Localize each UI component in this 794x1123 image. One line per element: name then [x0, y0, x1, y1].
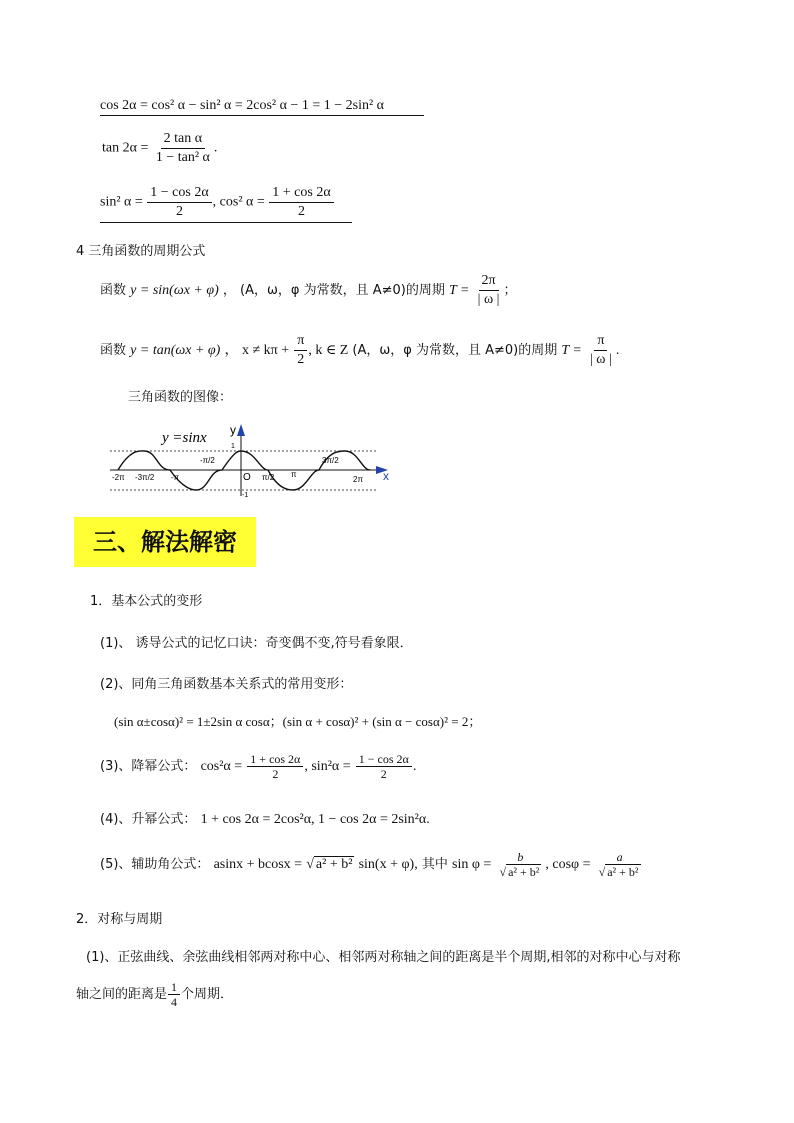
one-label: 1	[231, 443, 235, 450]
tan-double-angle-formula: tan 2α = $\frac{\text{2 tan α}}{\text{1 − tan² α}}$ .	[102, 131, 218, 165]
section-title: 三、解法解密	[74, 517, 256, 567]
item3-power-reduction: (3)、降幂公式： cos²α = $\frac{1 + \cos 2\alpha}{2}$ , sin²α = $\frac{1 - \cos 2\alpha}{2}$ .	[100, 752, 417, 781]
origin-label: O	[243, 472, 251, 483]
sine-graph	[108, 418, 398, 498]
tick-label-three-half-pi: 3π/2	[322, 456, 339, 465]
item2-relation-variants: (2)、同角三角函数基本关系式的常用变形：	[100, 677, 353, 692]
part2-text-line2: 轴之间的距离是 $\frac{1}{4}$ 个周期．	[76, 980, 234, 1009]
x-axis-label: x	[383, 469, 389, 483]
minus-one-label: -1	[242, 492, 249, 498]
curve-label: y =sinx	[162, 430, 207, 446]
y-axis-label: y	[230, 423, 236, 437]
tick-label-neg-pi: -π	[171, 473, 180, 482]
tick-label-pi: π	[291, 470, 297, 479]
sin-period-line: 函数 y = sin(ωx + φ) ， (A，ω，φ 为常数，且 A≠0)的周期 T = $\frac{2\pi}{| \omega |}$ ；	[100, 273, 517, 307]
tick-label-neg-2pi: -2π	[112, 473, 125, 482]
part2-text-line1: (1)、正弦曲线、余弦曲线相邻两对称中心、相邻两对称轴之间的距离是半个周期,相邻的对称中心与对称	[86, 950, 681, 965]
item2-formula: (sin α±cosα)² = 1±2sin α cosα；(sin α + cosα)² + (sin α − cosα)² = 2；	[114, 714, 482, 729]
period-section-heading: 4 三角函数的周期公式	[76, 244, 206, 259]
cos-double-angle-formula: cos 2α = cos² α − sin² α = 2cos² α − 1 = 1 − 2sin² α	[100, 98, 424, 116]
tan-fraction: $\frac{\text{2 tan α}}{\text{1 − tan² α}}$	[155, 131, 210, 165]
part2-heading: 2．对称与周期	[76, 912, 163, 927]
y-axis-arrow	[237, 424, 245, 436]
sqrt-symbol: √	[306, 857, 314, 872]
item4-power-raise: (4)、升幂公式： 1 + cos 2α = 2cos²α, 1 − cos 2α = 2sin²α.	[100, 812, 430, 827]
item1-induction-rule: (1)、 诱导公式的记忆口诀：奇变偶不变,符号看象限．	[100, 636, 413, 651]
graph-caption: 三角函数的图像：	[128, 390, 233, 405]
tan-period-line: 函数 y = tan(ωx + φ) ， x ≠ kπ + $\frac{\pi}{2}$ , k ∈ Z (A，ω，φ 为常数，且 A≠0)的周期 T = $\frac{\pi}{| \omega |}$ .	[100, 333, 620, 367]
tick-label-neg-three-half-pi: -3π/2	[135, 473, 155, 482]
item5-auxiliary-angle: (5)、辅助角公式： asinx + bcosx = √ a² + b² sin(x + φ), 其中 sin φ = $\frac{b}{\text{√ a² + b²}}$ , cosφ = $\frac{a}{\text{√ a² + b²}}$	[100, 850, 639, 879]
tick-label-half-pi: π/2	[262, 473, 275, 482]
part1-heading: 1．基本公式的变形	[90, 594, 203, 609]
power-reduction-formula: sin² α = $\frac{1 - \cos 2\alpha}{2}$ , cos² α = $\frac{1 + \cos 2\alpha}{2}$	[100, 184, 352, 223]
tick-label-2pi: 2π	[353, 475, 363, 484]
tick-label-neg-half-pi: -π/2	[200, 456, 215, 465]
